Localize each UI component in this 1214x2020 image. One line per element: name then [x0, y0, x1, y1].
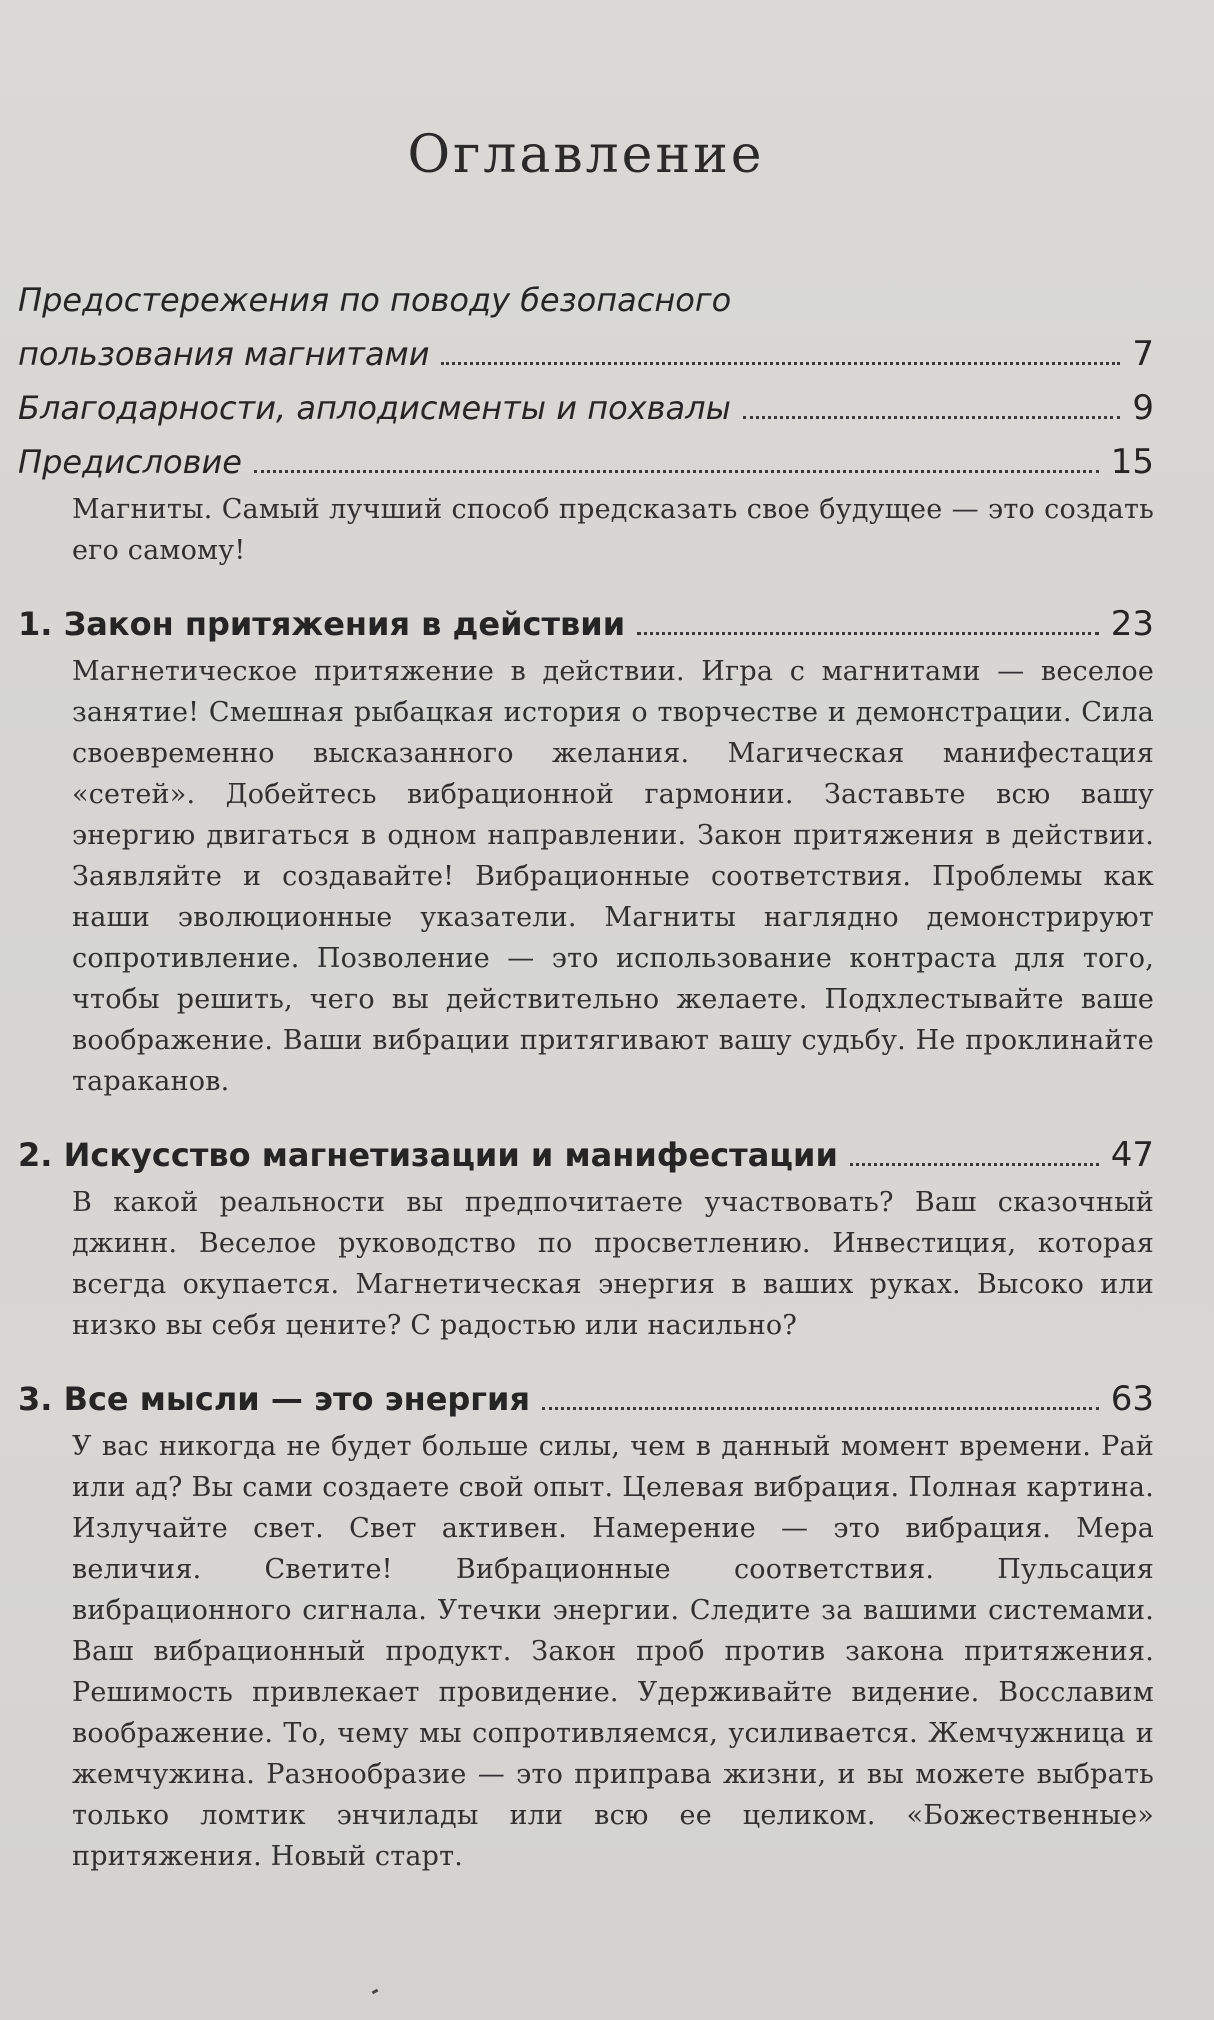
toc-page-number: 15 [1110, 442, 1154, 482]
toc-entry-heading: 1. Закон притяжения в действии [18, 605, 626, 643]
dot-leader [637, 631, 1099, 635]
paper-speck [372, 1989, 379, 1995]
dot-leader [743, 415, 1121, 419]
toc-entry-heading-line1: Предостережения по поводу безопасного [18, 281, 732, 319]
toc-entry-heading: 3. Все мысли — это энергия [18, 1380, 530, 1418]
toc-entry-heading: Благодарности, аплодисменты и похвалы [18, 389, 731, 427]
toc-entry-head [18, 1372, 1154, 1426]
toc-entry-preface [18, 435, 1154, 571]
toc-entry-description: У вас никогда не будет больше силы, чем в данный момент времени. Рай или ад? Вы сами создаете свой опыт. Целевая вибрация. Полная картина. Излучайте свет. Свет активен. Намерение — это вибрация. Мера величия. Светите! Вибрационные соответствия. Пульсация вибрационного сигнала. Утечки энергии. Следите за вашими системами. Ваш вибрационный продукт. Закон проб против закона притяжения. Решимость привлекает провидение. Удерживайте видение. Восславим воображение. То, чему мы сопротивляемся, усиливается. Жемчужница и жемчужина. Разнообразие — это приправа жизни, и вы можете выбрать только ломтик энчилады или всю ее целиком. «Божественные» притяжения. Новый старт. [72, 1431, 1154, 1872]
dot-leader [850, 1162, 1099, 1166]
page-title: Оглавление [407, 125, 765, 185]
toc-page-number: 63 [1110, 1379, 1154, 1419]
toc-entry-head [18, 435, 1154, 489]
toc-entry-description: В какой реальности вы предпочитаете участвовать? Ваш сказочный джинн. Веселое руководство по просветлению. Инвестиция, которая всегда окупается. Магнетическая энергия в ваших руках. Высоко или низко вы себя цените? С радостью или насильно? [72, 1187, 1154, 1341]
toc-entry-thanks [18, 381, 1154, 435]
dot-leader [441, 361, 1120, 365]
toc-entry-chapter-3 [18, 1372, 1154, 1877]
toc-entry-chapter-1 [18, 597, 1154, 1102]
toc-page-number: 47 [1110, 1135, 1154, 1175]
toc-entry-head [18, 381, 1154, 435]
toc-entry-head [18, 597, 1154, 651]
toc-entry-heading: 2. Искусство магнетизации и манифестации [18, 1136, 838, 1174]
toc-entry-head [18, 327, 1154, 381]
toc-entry-head [18, 1128, 1154, 1182]
toc-page-number: 23 [1110, 604, 1154, 644]
dot-leader [542, 1406, 1099, 1410]
toc-entry-heading: пользования магнитами [18, 335, 430, 373]
dot-leader [254, 469, 1099, 473]
toc-entry-heading: Предисловие [18, 443, 242, 481]
toc-page-number: 9 [1132, 388, 1154, 428]
toc-entry-safety [18, 273, 1154, 381]
toc-entry-chapter-2 [18, 1128, 1154, 1346]
toc-entry-description: Магнетическое притяжение в действии. Игра с магнитами — веселое занятие! Смешная рыбацкая история о творчестве и демонстрации. Сила своевременно высказанного желания. Магическая манифестация «сетей». Добейтесь вибрационной гармонии. Заставьте всю вашу энергию двигаться в одном направлении. Закон притяжения в действии. Заявляйте и создавайте! Вибрационные соответствия. Проблемы как наши эволюционные указатели. Магниты наглядно демонстрируют сопротивление. Позволение — это использование контраста для того, чтобы решить, чего вы действительно желаете. Подхлестывайте ваше воображение. Ваши вибрации притягивают вашу судьбу. Не проклинайте тараканов. [72, 656, 1154, 1097]
toc-entry-description: Магниты. Самый лучший способ предсказать свое будущее — это создать его самому! [72, 494, 1154, 566]
toc-page-number: 7 [1132, 334, 1154, 374]
